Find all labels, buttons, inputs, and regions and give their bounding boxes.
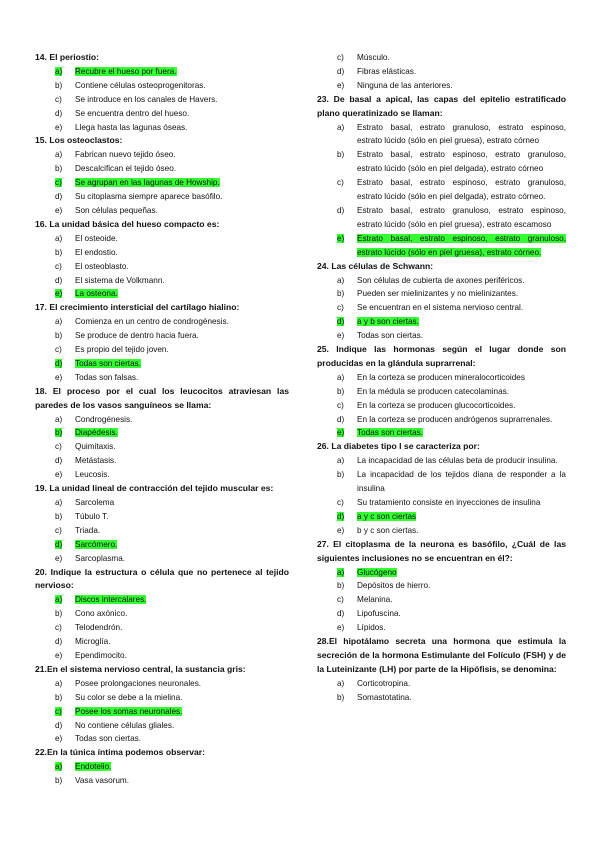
option-text: Su tratamiento consiste en inyecciones de insulina [357, 498, 541, 507]
question-text: 27. El citoplasma de la neurona es basófilo, ¿Cuál de las siguientes inclusiones no se encuentran en él?: [317, 538, 566, 563]
answer-option [317, 274, 566, 288]
answer-option [317, 287, 566, 301]
answer-option [35, 732, 289, 746]
correct-answer-option [35, 287, 289, 301]
option-text: Todas son ciertas. [357, 331, 423, 341]
answer-option [317, 176, 566, 204]
answer-option [317, 79, 566, 93]
option-letter: c) [55, 261, 62, 271]
answer-option [35, 190, 289, 204]
right-column [317, 51, 566, 705]
option-text: Estrato basal, estrato granuloso, estrato espinoso, estrato lúcido (sólo en piel gruesa), estrato córneo [357, 122, 566, 146]
option-text: b y c son ciertas. [357, 525, 419, 535]
question-block [35, 134, 289, 217]
answer-option [35, 162, 289, 176]
option-letter: d) [337, 205, 345, 215]
option-letter: c) [337, 303, 344, 313]
option-letter: c) [55, 94, 62, 104]
answer-option [317, 496, 566, 510]
option-text: Microglía. [75, 637, 111, 647]
correct-answer-option [35, 705, 289, 719]
answer-option [317, 371, 566, 385]
question-text: 14. El periostio: [35, 52, 99, 62]
answer-option [35, 552, 289, 566]
option-text: Posee los somas neuronales. [75, 706, 183, 716]
correct-answer-option [317, 510, 566, 524]
option-letter: e) [55, 289, 63, 299]
option-text: Lípidos. [357, 623, 386, 633]
option-text: Leucosis. [75, 470, 110, 480]
option-text: Su citoplasma siempre aparece basófilo. [75, 192, 223, 202]
correct-answer-option [35, 65, 289, 79]
option-text: En la corteza se producen mineralocorticoides [357, 372, 525, 382]
question-text: 25. Indique las hormonas según el lugar donde son producidas en la glándula suprarrenal: [317, 344, 566, 368]
option-text: Se introduce en los canales de Havers. [75, 94, 218, 104]
question-text: 17. El crecimiento intersticial del cartílago hialino: [35, 302, 240, 313]
option-letter: b) [337, 581, 345, 591]
option-letter: c) [337, 595, 344, 605]
answer-option [35, 79, 289, 93]
answer-option [35, 315, 289, 329]
answer-option [317, 148, 566, 176]
question-block [35, 566, 289, 663]
option-text: Se encuentran en el sistema nervioso central. [357, 303, 524, 313]
option-letter: a) [337, 122, 345, 132]
answer-option [317, 51, 566, 65]
option-letter: a) [55, 498, 63, 507]
question-block [317, 440, 566, 537]
option-letter: a) [55, 678, 63, 688]
option-letter: e) [55, 122, 63, 132]
option-text: a y c son ciertas [357, 511, 417, 521]
option-letter: d) [337, 609, 345, 619]
correct-answer-option [317, 426, 566, 440]
option-text: En la médula se producen catecolaminas. [357, 386, 510, 396]
question-block [35, 301, 289, 384]
answer-option [35, 204, 289, 218]
option-letter: d) [337, 66, 345, 76]
answer-option [317, 385, 566, 399]
answer-option [35, 440, 289, 454]
option-text: Todas son ciertas. [357, 428, 423, 438]
option-letter: e) [55, 650, 63, 660]
option-text: Metástasis. [75, 456, 117, 466]
option-text: El osteoide. [75, 233, 118, 243]
option-letter: a) [337, 372, 345, 382]
option-text: Telodendrón. [75, 623, 123, 633]
option-text: La incapacidad de las células beta de producir insulina. [357, 456, 558, 466]
option-text: Estrato basal, estrato espinoso, estrato granuloso, estrato lúcido (sólo en piel delgada), estrato córneo [357, 150, 566, 174]
answer-option [35, 232, 289, 246]
correct-answer-option [317, 315, 566, 329]
option-letter: b) [55, 511, 63, 521]
question-text: 23. De basal a apical, las capas del epitelio estratificado plano queratinizado se llaman: [317, 93, 566, 118]
answer-option [35, 413, 289, 427]
answer-option [317, 454, 566, 468]
question-text: 24. Las células de Schwann: [317, 260, 434, 271]
option-text: La incapacidad de los tejidos diana de responder a la insulina [357, 470, 566, 494]
option-letter: e) [55, 553, 63, 563]
option-letter: b) [337, 386, 345, 396]
option-letter: d) [55, 637, 63, 647]
option-letter: b) [55, 776, 63, 786]
answer-option [35, 343, 289, 357]
answer-option [317, 65, 566, 79]
option-text: Estrato basal, estrato granuloso, estrato espinoso, estrato lúcido (sólo en piel gruesa), estrato escamoso [357, 205, 566, 229]
option-letter: e) [337, 80, 345, 90]
option-letter: d) [55, 539, 63, 549]
option-text: Corticotropina. [357, 678, 411, 688]
option-text: Se encuentra dentro del hueso. [75, 108, 190, 118]
correct-answer-option [35, 176, 289, 190]
answer-option [35, 774, 289, 788]
option-letter: d) [337, 317, 345, 327]
option-text: El osteoblasto. [75, 261, 129, 271]
answer-option [317, 204, 566, 232]
answer-option [35, 677, 289, 691]
option-text: Sarcómero. [75, 539, 118, 549]
option-letter: c) [55, 706, 62, 716]
correct-answer-option [35, 538, 289, 552]
question-block [317, 93, 566, 260]
option-text: Sarcoplasma. [75, 553, 126, 563]
correct-answer-option [35, 426, 289, 440]
option-text: Glucógeno [357, 567, 397, 577]
option-text: Todas son ciertas. [75, 734, 141, 744]
question-block [35, 482, 289, 565]
option-text: Vasa vasorum. [75, 776, 129, 786]
option-letter: b) [337, 470, 345, 480]
option-letter: c) [337, 400, 344, 410]
option-text: Comienza en un centro de condrogénesis. [75, 317, 229, 327]
option-letter: d) [55, 456, 63, 466]
option-text: Ependimocito. [75, 650, 127, 660]
question-text: 18. El proceso por el cual los leucocitos atraviesan las paredes de los vasos sanguíneos se llama: [35, 385, 289, 410]
option-text: En la corteza se producen glucocorticoides. [357, 400, 516, 410]
option-text: Cono axónico. [75, 609, 128, 619]
option-text: Endotelio. [75, 762, 112, 772]
option-text: Estrato basal, estrato espinoso, estrato granuloso, estrato lúcido (sólo en piel delgada), estrato córneo. [357, 178, 566, 202]
option-letter: d) [337, 511, 345, 521]
answer-option [35, 371, 289, 385]
question-text: 22.En la túnica íntima podemos observar: [35, 747, 206, 758]
option-letter: d) [55, 275, 63, 285]
answer-option [317, 621, 566, 635]
option-text: Recubre el hueso por fuera. [75, 66, 177, 76]
option-text: No contiene células gliales. [75, 720, 175, 730]
option-letter: d) [55, 192, 63, 202]
option-text: Todas son ciertas. [75, 358, 141, 368]
option-text: Todas son falsas. [75, 372, 139, 382]
option-letter: a) [55, 317, 63, 327]
option-text: Túbulo T. [75, 511, 109, 521]
option-letter: b) [337, 692, 345, 702]
option-text: Son células de cubierta de axones periféricos. [357, 275, 525, 285]
option-letter: c) [55, 442, 62, 452]
option-letter: b) [55, 428, 63, 438]
correct-answer-option [35, 357, 289, 371]
option-text: Diapédesis. [75, 428, 118, 438]
question-text: 16. La unidad básica del hueso compacto es: [35, 218, 220, 229]
answer-option [317, 677, 566, 691]
option-letter: c) [55, 525, 62, 535]
answer-option [35, 148, 289, 162]
answer-option [317, 579, 566, 593]
question-text: 21.En el sistema nervioso central, la sustancia gris: [35, 663, 246, 674]
option-letter: a) [55, 233, 63, 243]
question-block [35, 218, 289, 301]
option-letter: d) [55, 720, 63, 730]
option-letter: c) [337, 498, 344, 507]
option-letter: b) [55, 247, 63, 257]
correct-answer-option [35, 760, 289, 774]
correct-answer-option [317, 566, 566, 580]
answer-option [35, 635, 289, 649]
question-block [35, 663, 289, 746]
option-letter: c) [337, 53, 344, 62]
option-text: El sistema de Volkmann. [75, 275, 165, 285]
answer-option [317, 691, 566, 705]
option-letter: d) [337, 414, 345, 424]
answer-option [317, 121, 566, 149]
option-letter: e) [337, 331, 345, 341]
question-block [317, 260, 566, 343]
answer-option [35, 246, 289, 260]
option-text: El endostio. [75, 247, 118, 257]
option-letter: b) [337, 150, 345, 160]
answer-option [35, 607, 289, 621]
option-text: Triada. [75, 525, 101, 535]
option-text: Condrogénesis. [75, 414, 133, 424]
option-text: Llega hasta las lagunas óseas. [75, 122, 188, 132]
option-letter: e) [337, 525, 345, 535]
answer-option [317, 399, 566, 413]
question-text: 20. Indique la estructura o célula que no pertenece al tejido nervioso: [35, 566, 289, 591]
option-text: Músculo. [357, 53, 390, 62]
option-text: Descalcifican el tejido óseo. [75, 164, 177, 174]
option-letter: a) [55, 150, 63, 160]
option-text: Discos intercalares. [75, 595, 147, 605]
answer-option [317, 329, 566, 343]
option-letter: c) [55, 178, 62, 188]
answer-option [35, 468, 289, 482]
option-text: Posee prolongaciones neuronales. [75, 678, 202, 688]
answer-option [317, 524, 566, 538]
option-letter: a) [55, 762, 63, 772]
option-text: Se agrupan en las lagunas de Howship. [75, 178, 220, 188]
answer-option [35, 691, 289, 705]
option-text: Ninguna de las anteriores. [357, 80, 453, 90]
answer-option [317, 607, 566, 621]
option-text: Estrato basal, estrato espinoso, estrato granuloso, estrato lúcido (sólo en piel gruesa), estrato córneo. [357, 233, 566, 257]
left-column [35, 51, 289, 788]
option-letter: a) [55, 66, 63, 76]
answer-option [35, 329, 289, 343]
question-block [317, 538, 566, 635]
option-letter: a) [337, 567, 345, 577]
answer-option [317, 468, 566, 496]
option-letter: b) [55, 692, 63, 702]
option-text: Depósitos de hierro. [357, 581, 431, 591]
answer-option [317, 413, 566, 427]
question-text: 15. Los osteoclastos: [35, 135, 123, 146]
option-text: Son células pequeñas. [75, 205, 158, 215]
option-letter: b) [337, 289, 345, 299]
question-block [317, 343, 566, 440]
answer-option [317, 593, 566, 607]
option-letter: e) [55, 734, 63, 744]
answer-option [35, 274, 289, 288]
option-letter: a) [337, 456, 345, 466]
answer-option [35, 621, 289, 635]
option-letter: c) [55, 345, 62, 355]
correct-answer-option [35, 593, 289, 607]
option-letter: e) [55, 205, 63, 215]
option-letter: e) [337, 428, 345, 438]
question-block [35, 746, 289, 788]
answer-option [35, 121, 289, 135]
option-text: Quimitaxis. [75, 442, 116, 452]
option-letter: a) [55, 595, 63, 605]
option-letter: d) [55, 358, 63, 368]
option-letter: e) [337, 233, 345, 243]
answer-option [35, 524, 289, 538]
option-text: Es propio del tejido joven. [75, 345, 169, 355]
option-text: Lipofuscina. [357, 609, 401, 619]
option-letter: b) [55, 164, 63, 174]
question-block [317, 635, 566, 705]
question-text: 28.El hipotálamo secreta una hormona que estimula la secreción de la hormona Estimulante del Folículo (FSH) y de la Luteinizante (LH) por parte de la Hipófisis, se denomina: [317, 636, 566, 674]
question-text: 19. La unidad lineal de contracción del tejido muscular es: [35, 483, 274, 494]
option-letter: b) [55, 80, 63, 90]
option-letter: a) [337, 678, 345, 688]
option-letter: b) [55, 609, 63, 619]
option-text: Somastotatina. [357, 692, 412, 702]
answer-option [35, 93, 289, 107]
option-text: Contiene células osteoprogenitoras. [75, 80, 206, 90]
question-block [35, 51, 289, 134]
option-text: Melanina. [357, 595, 393, 605]
question-block [35, 385, 289, 482]
answer-option [35, 496, 289, 510]
option-text: Pueden ser mielinizantes y no mielinizantes. [357, 289, 519, 299]
option-letter: a) [55, 414, 63, 424]
option-letter: c) [337, 178, 344, 188]
answer-option [35, 719, 289, 733]
correct-answer-option [317, 232, 566, 260]
option-text: a y b son ciertas. [357, 317, 419, 327]
answer-option [35, 107, 289, 121]
question-text: 26. La diabetes tipo I se caracteriza por: [317, 441, 480, 452]
option-letter: c) [55, 623, 62, 633]
question-block [317, 51, 566, 93]
option-letter: b) [55, 331, 63, 341]
answer-option [35, 454, 289, 468]
option-text: Fibras elásticas. [357, 66, 417, 76]
answer-option [35, 260, 289, 274]
option-text: Se produce de dentro hacia fuera. [75, 331, 199, 341]
answer-option [35, 510, 289, 524]
answer-option [317, 301, 566, 315]
option-letter: e) [55, 470, 63, 480]
answer-option [35, 649, 289, 663]
option-letter: d) [55, 108, 63, 118]
option-text: Fabrican nuevo tejido óseo. [75, 150, 176, 160]
option-letter: e) [55, 372, 63, 382]
option-text: La osteona. [75, 289, 118, 299]
option-letter: e) [337, 623, 345, 633]
option-text: En la corteza se producen andrógenos suprarrenales. [357, 414, 553, 424]
option-letter: a) [337, 275, 345, 285]
option-text: Su color se debe a la mielina. [75, 692, 183, 702]
option-text: Sarcolema [75, 498, 115, 507]
